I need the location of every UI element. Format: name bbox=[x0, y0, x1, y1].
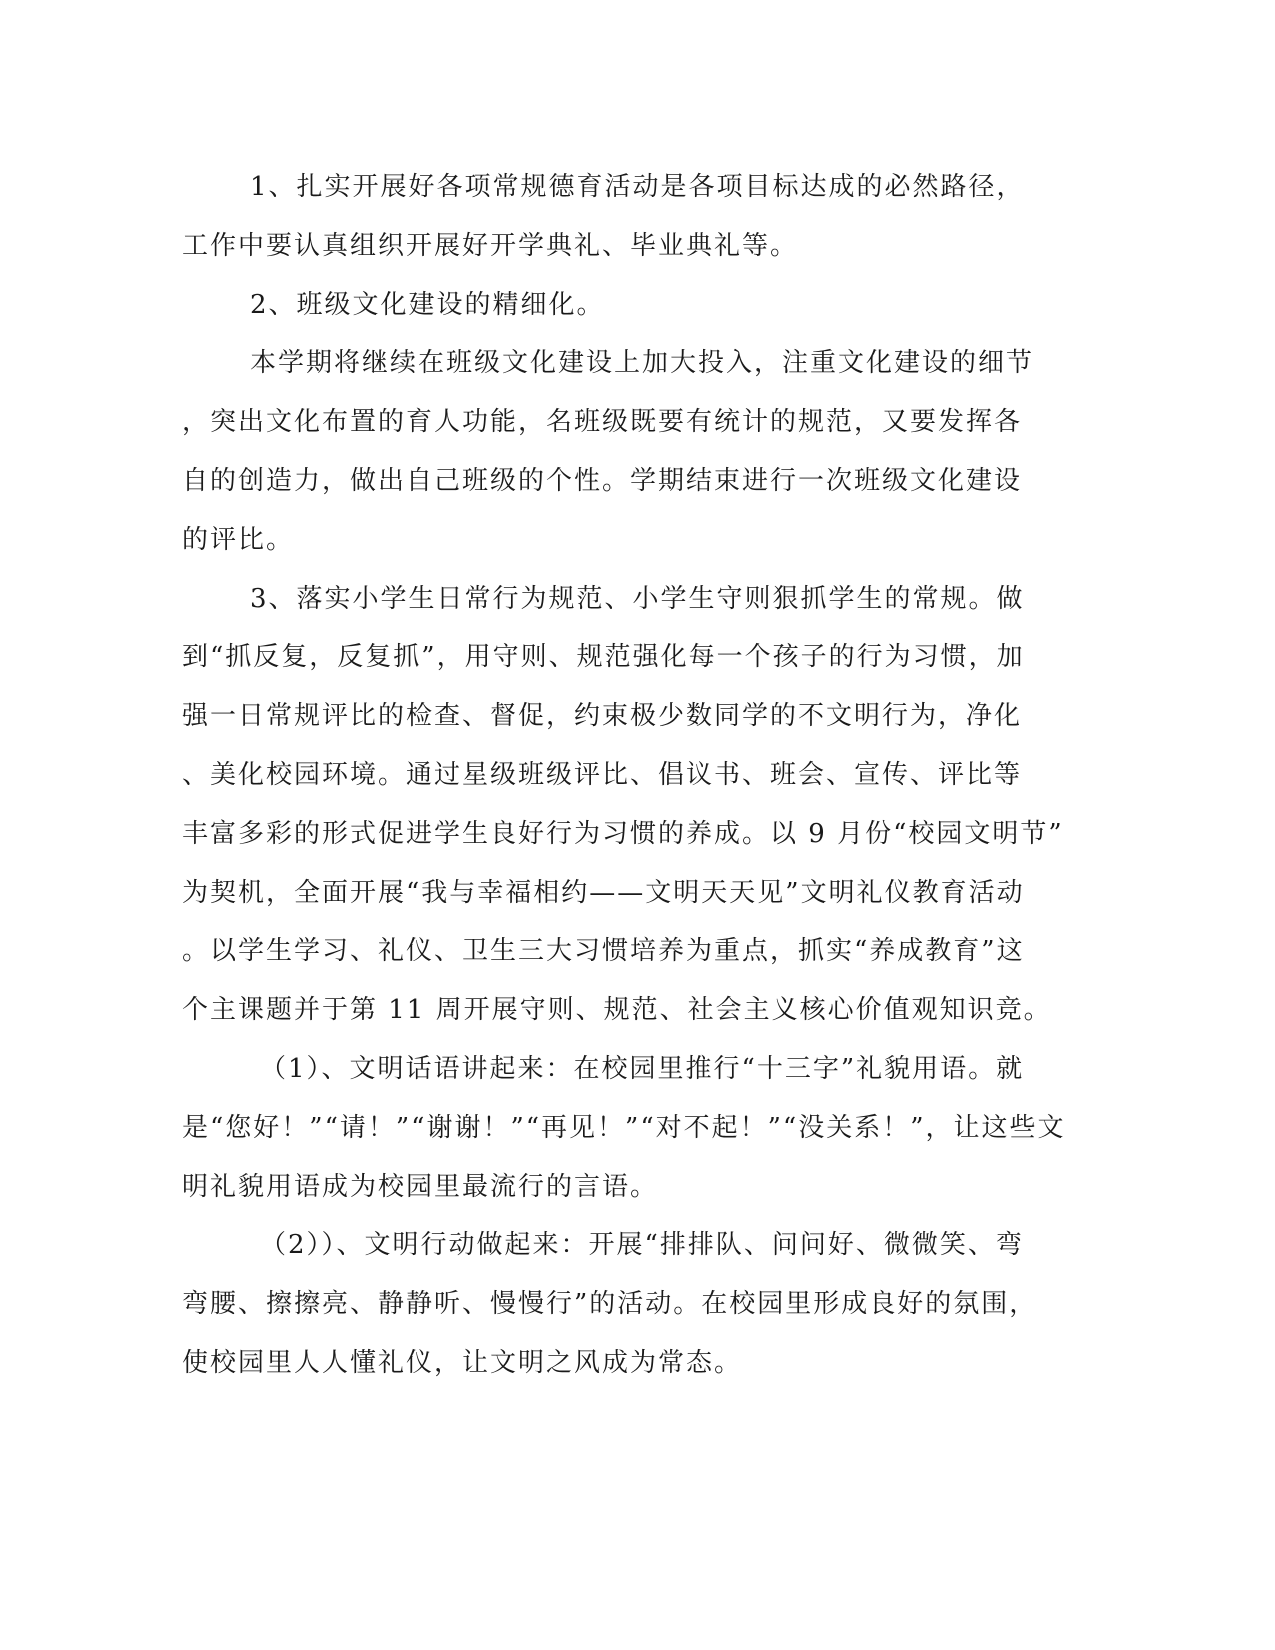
document-body bbox=[182, 158, 1066, 1393]
paragraph-3-line-3: 强一日常规评比的检查、督促，约束极少数同学的不文明行为，净化 bbox=[182, 701, 1023, 732]
item-2-line-1: （2））、文明行动做起来：开展“排排队、问问好、微微笑、弯 bbox=[260, 1230, 1024, 1261]
paragraph-3-line-5: 丰富多彩的形式促进学生良好行为习惯的养成。以 9 月份“校园文明节” bbox=[182, 818, 1064, 849]
paragraph-3-line-4: 、美化校园环境。通过星级班级评比、倡议书、班会、宣传、评比等 bbox=[182, 759, 1023, 790]
paragraph-3-line-8: 个主课题并于第 11 周开展守则、规范、社会主义核心价值观知识竞。 bbox=[182, 995, 1052, 1026]
item-2-line-2: 弯腰、擦擦亮、静静听、慢慢行”的活动。在校园里形成良好的氛围， bbox=[182, 1289, 1038, 1320]
paragraph-3-line-7: 。以学生学习、礼仪、卫生三大习惯培养为重点，抓实“养成教育”这 bbox=[182, 936, 1025, 967]
item-1-line-2: 是“您好！”“请！”“谢谢！”“再见！”“对不起！”“没关系！”，让这些文 bbox=[182, 1112, 1066, 1143]
paragraph-1-line-1: 1、扎实开展好各项常规德育活动是各项目标达成的必然路径， bbox=[250, 172, 1025, 202]
item-2-line-3: 使校园里人人懂礼仪，让文明之风成为常态。 bbox=[182, 1347, 743, 1378]
paragraph-3-line-6: 为契机，全面开展“我与幸福相约——文明天天见”文明礼仪教育活动 bbox=[182, 877, 1025, 908]
section-heading-2: 2、班级文化建设的精细化。 bbox=[250, 289, 605, 320]
paragraph-2-line-1: 本学期将继续在班级文化建设上加大投入，注重文化建设的细节 bbox=[250, 348, 1035, 379]
paragraph-2-line-2: ，突出文化布置的育人功能，名班级既要有统计的规范，又要发挥各 bbox=[182, 407, 1023, 438]
paragraph-1-line-2: 工作中要认真组织开展好开学典礼、毕业典礼等。 bbox=[182, 230, 799, 261]
paragraph-2-line-4: 的评比。 bbox=[182, 524, 295, 555]
item-1-line-3: 明礼貌用语成为校园里最流行的言语。 bbox=[182, 1171, 659, 1202]
paragraph-3-line-2: 到“抓反复，反复抓”，用守则、规范强化每一个孩子的行为习惯，加 bbox=[182, 642, 1025, 673]
item-1-line-1: （1）、文明话语讲起来：在校园里推行“十三字”礼貌用语。就 bbox=[260, 1053, 1025, 1084]
paragraph-2-line-3: 自的创造力，做出自己班级的个性。学期结束进行一次班级文化建设 bbox=[182, 465, 1023, 496]
paragraph-3-line-1: 3、落实小学生日常行为规范、小学生守则狠抓学生的常规。做 bbox=[250, 583, 1025, 614]
